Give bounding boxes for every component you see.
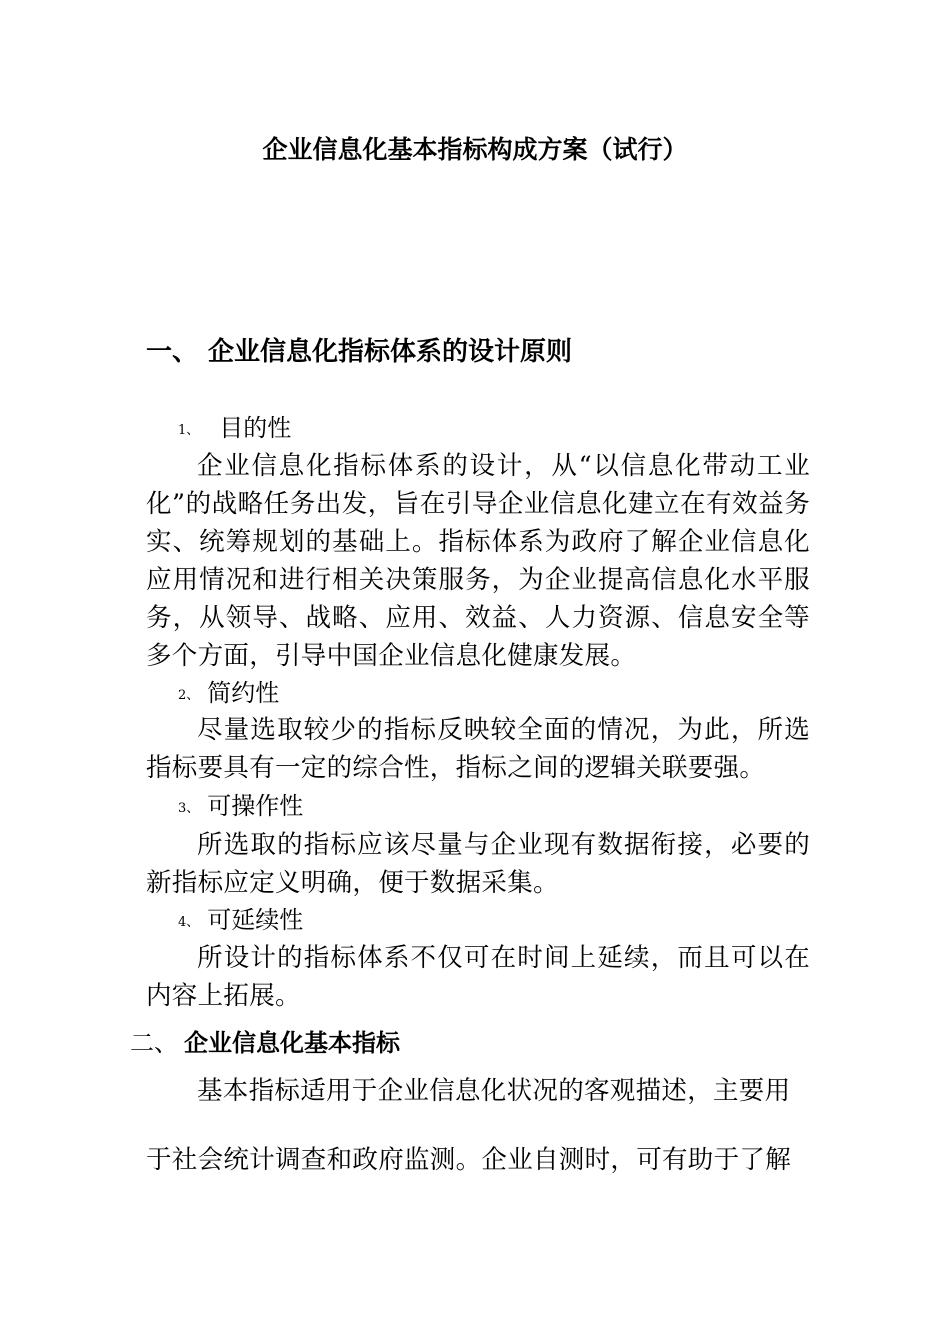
section-title: 企业信息化指标体系的设计原则 — [208, 337, 573, 367]
section-number: 二、 — [130, 1029, 178, 1057]
principle-paragraph-4: 所设计的指标体系不仅可在时间上延续，而且可以在内容上拓展。 — [146, 943, 810, 1011]
principle-heading-2 — [178, 676, 279, 713]
section2-paragraph-line-1: 基本指标适用于企业信息化状况的客观描述，主要用 — [197, 1076, 791, 1106]
principle-number: 2、 — [178, 688, 200, 703]
section-title: 企业信息化基本指标 — [184, 1029, 400, 1057]
principle-title: 简约性 — [207, 679, 280, 707]
principle-paragraph-2: 尽量选取较少的指标反映较全面的情况，为此，所选指标要具有一定的综合性，指标之间的逻辑关联要强。 — [146, 715, 810, 783]
principle-heading-1 — [178, 411, 291, 448]
section-heading-2 — [130, 1025, 400, 1061]
section-heading-1 — [146, 334, 572, 370]
document-title: 企业信息化基本指标构成方案（试行） — [262, 135, 688, 164]
section2-paragraph-line-2: 于社会统计调查和政府监测。企业自测时，可有助于了解 — [146, 1145, 792, 1175]
principle-title: 可操作性 — [207, 792, 304, 820]
principle-heading-4 — [178, 903, 303, 940]
principle-heading-3 — [178, 789, 303, 826]
principle-number: 1、 — [178, 423, 200, 438]
principle-paragraph-3: 所选取的指标应该尽量与企业现有数据衔接，必要的新指标应定义明确，便于数据采集。 — [146, 830, 810, 898]
principle-title: 可延续性 — [207, 906, 304, 934]
section-number: 一、 — [146, 337, 199, 367]
principle-number: 3、 — [178, 801, 200, 816]
principle-title: 目的性 — [219, 414, 292, 442]
principle-paragraph-1: 企业信息化指标体系的设计，从“以信息化带动工业化”的战略任务出发，旨在引导企业信息化建立在有效益务实、统筹规划的基础上。指标体系为政府了解企业信息化应用情况和进行相关决策服务，为企业提高信息化水平服务，从领导、战略、应用、效益、人力资源、信息安全等多个方面，引导中国企业信息化健康发展。 — [146, 451, 810, 671]
principle-number: 4、 — [178, 915, 200, 930]
